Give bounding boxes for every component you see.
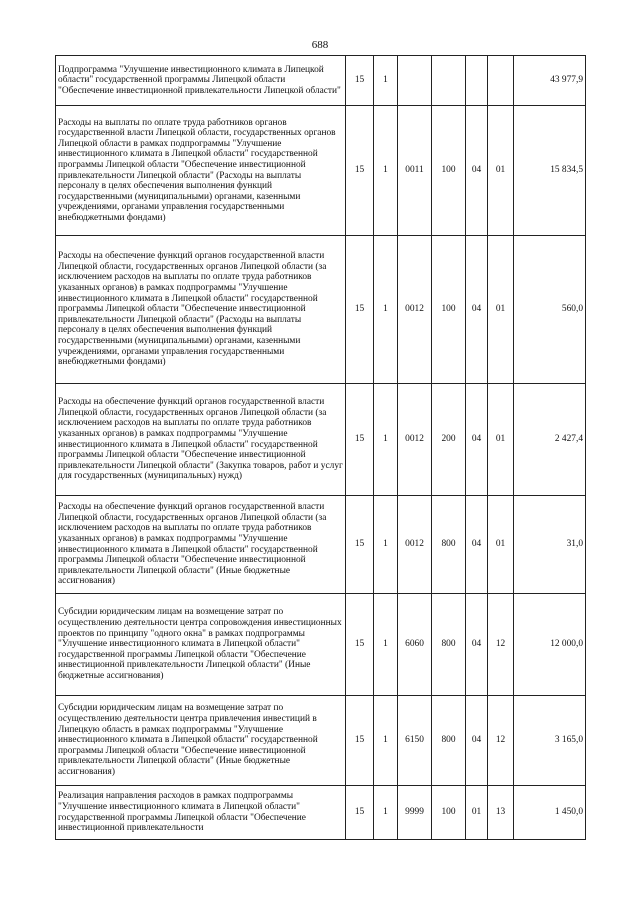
section-code: 04 [466,496,488,594]
expense-type-code: 100 [432,106,466,236]
table-row [56,786,586,840]
expense-type-code: 200 [432,384,466,496]
page-number: 688 [311,39,329,51]
expense-type-code: 800 [432,496,466,594]
amount-value: 31,0 [514,496,586,594]
target-article-code: 6060 [398,594,432,696]
table-row [56,496,586,594]
ministry-code: 15 [346,236,374,384]
table-row [56,696,586,786]
budget-table-body [56,56,586,840]
subprogram-code: 1 [374,106,398,236]
amount-value: 3 165,0 [514,696,586,786]
expense-type-code: 800 [432,696,466,786]
row-description: Расходы на обеспечение функций органов государственной власти Липецкой области, государственных органов Липецкой области (за исключением расходов на выплаты по оплате труда работников указанных органов) в рамках подпрограммы "Улучшение инвестиционного климата в Липецкой области" государственной программы Липецкой области "Обеспечение инвестиционной привлекательности Липецкой области" (Расходы на выплаты персоналу в целях обеспечения выполнения функций государственными (муниципальными) органами, казенными учреждениями, органами управления государственными внебюджетными фондами) [56,236,346,384]
row-description: Субсидии юридическим лицам на возмещение затрат по осуществлению деятельности центра привлечения инвестиций в Липецкую область в рамках подпрограммы "Улучшение инвестиционного климата в Липецкой области" государственной программы Липецкой области "Обеспечение инвестиционной привлекательности Липецкой области" (Иные бюджетные ассигнования) [56,696,346,786]
row-description: Подпрограмма "Улучшение инвестиционного климата в Липецкой области" государственной программы Липецкой области "Обеспечение инвестиционной привлекательности Липецкой области" [56,56,346,106]
section-code: 04 [466,106,488,236]
target-article-code: 9999 [398,786,432,840]
subsection-code: 01 [488,236,514,384]
row-description: Реализация направления расходов в рамках подпрограммы "Улучшение инвестиционного климата в Липецкой области" государственной программы Липецкой области "Обеспечение инвестиционной привлекательности [56,786,346,840]
target-article-code: 0012 [398,496,432,594]
target-article-code: 0011 [398,106,432,236]
ministry-code: 15 [346,594,374,696]
ministry-code: 15 [346,384,374,496]
ministry-code: 15 [346,696,374,786]
ministry-code: 15 [346,106,374,236]
row-description: Расходы на выплаты по оплате труда работников органов государственной власти Липецкой области, государственных органов Липецкой области в рамках подпрограммы "Улучшение инвестиционного климата в Липецкой области" государственной программы Липецкой области "Обеспечение инвестиционной привлекательности Липецкой области" (Расходы на выплаты персоналу в целях обеспечения выполнения функций государственными (муниципальными) органами, казенными учреждениями, органами управления государственными внебюджетными фондами) [56,106,346,236]
expense-type-code [432,56,466,106]
subprogram-code: 1 [374,496,398,594]
expense-type-code: 800 [432,594,466,696]
amount-value: 15 834,5 [514,106,586,236]
subsection-code: 01 [488,106,514,236]
table-row [56,56,586,106]
subsection-code: 01 [488,384,514,496]
target-article-code: 0012 [398,236,432,384]
subprogram-code: 1 [374,56,398,106]
target-article-code: 6150 [398,696,432,786]
budget-table [55,55,586,840]
section-code: 04 [466,696,488,786]
row-description: Расходы на обеспечение функций органов государственной власти Липецкой области, государственных органов Липецкой области (за исключением расходов на выплаты по оплате труда работников указанных органов) в рамках подпрограммы "Улучшение инвестиционного климата в Липецкой области" государственной программы Липецкой области "Обеспечение инвестиционной привлекательности Липецкой области" (Закупка товаров, работ и услуг для государственных (муниципальных) нужд) [56,384,346,496]
section-code: 04 [466,594,488,696]
subprogram-code: 1 [374,594,398,696]
expense-type-code: 100 [432,786,466,840]
amount-value: 43 977,9 [514,56,586,106]
amount-value: 1 450,0 [514,786,586,840]
section-code: 01 [466,786,488,840]
amount-value: 560,0 [514,236,586,384]
row-description: Расходы на обеспечение функций органов государственной власти Липецкой области, государственных органов Липецкой области (за исключением расходов на выплаты по оплате труда работников указанных органов) в рамках подпрограммы "Улучшение инвестиционного климата в Липецкой области" государственной программы Липецкой области "Обеспечение инвестиционной привлекательности Липецкой области" (Иные бюджетные ассигнования) [56,496,346,594]
section-code: 04 [466,384,488,496]
subsection-code: 12 [488,594,514,696]
expense-type-code: 100 [432,236,466,384]
target-article-code [398,56,432,106]
table-row [56,384,586,496]
table-row [56,594,586,696]
subprogram-code: 1 [374,384,398,496]
ministry-code: 15 [346,496,374,594]
amount-value: 2 427,4 [514,384,586,496]
ministry-code: 15 [346,56,374,106]
subsection-code: 01 [488,496,514,594]
row-description: Субсидии юридическим лицам на возмещение затрат по осуществлению деятельности центра сопровождения инвестиционных проектов по принципу "одного окна" в рамках подпрограммы "Улучшение инвестиционного климата в Липецкой области" государственной программы Липецкой области "Обеспечение инвестиционной привлекательности Липецкой области" (Иные бюджетные ассигнования) [56,594,346,696]
table-row [56,236,586,384]
section-code: 04 [466,236,488,384]
subprogram-code: 1 [374,696,398,786]
ministry-code: 15 [346,786,374,840]
amount-value: 12 000,0 [514,594,586,696]
subprogram-code: 1 [374,786,398,840]
subsection-code [488,56,514,106]
subsection-code: 12 [488,696,514,786]
subsection-code: 13 [488,786,514,840]
section-code [466,56,488,106]
target-article-code: 0012 [398,384,432,496]
table-row [56,106,586,236]
subprogram-code: 1 [374,236,398,384]
